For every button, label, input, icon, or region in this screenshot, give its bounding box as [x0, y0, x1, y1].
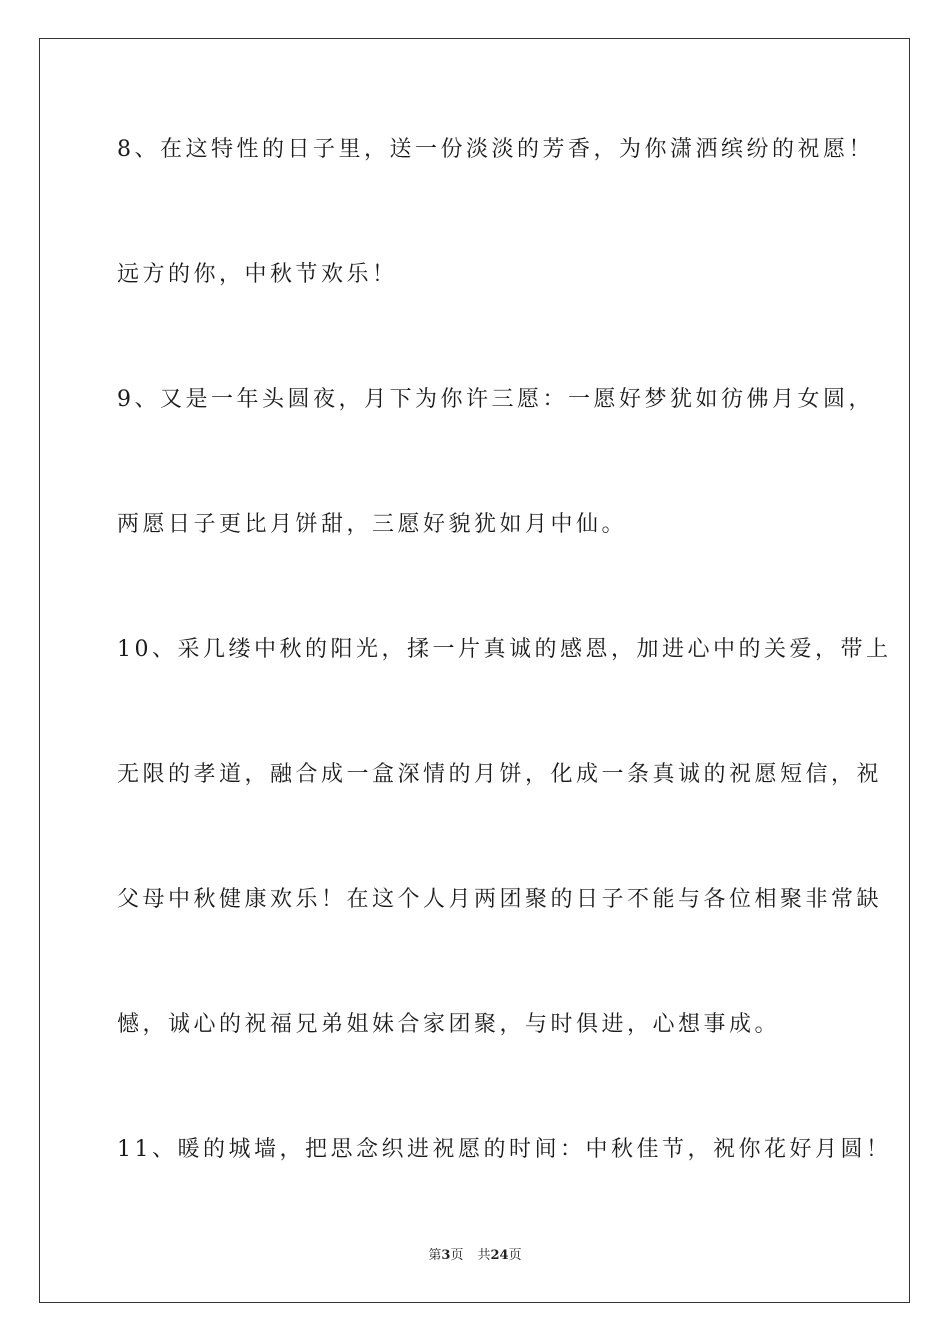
text-line-3: 9、又是一年头圆夜，月下为你许三愿：一愿好梦犹如彷佛月女圆， — [117, 387, 874, 412]
total-pages: 24 — [490, 1248, 509, 1263]
text-line-9: 11、暖的城墙，把思念织进祝愿的时间：中秋佳节，祝你花好月圆！ — [117, 1137, 892, 1162]
total-suffix: 页 — [508, 1248, 522, 1263]
text-line-1: 8、在这特性的日子里，送一份淡淡的芳香，为你潇洒缤纷的祝愿！ — [117, 137, 874, 162]
total-prefix: 共 — [477, 1248, 491, 1263]
page-suffix: 页 — [450, 1248, 464, 1263]
text-line-2: 远方的你，中秋节欢乐！ — [117, 262, 398, 287]
text-line-8: 憾，诚心的祝福兄弟姐妹合家团聚，与时俱进，心想事成。 — [117, 1012, 781, 1037]
page-border — [39, 38, 910, 1303]
text-line-4: 两愿日子更比月饼甜，三愿好貌犹如月中仙。 — [117, 512, 628, 537]
page-number: 3 — [441, 1248, 451, 1263]
text-line-6: 无限的孝道，融合成一盒深情的月饼，化成一条真诚的祝愿短信，祝 — [117, 762, 883, 787]
page-prefix: 第 — [428, 1248, 442, 1263]
text-line-5: 10、采几缕中秋的阳光，揉一片真诚的感恩，加进心中的关爱，带上 — [117, 637, 892, 662]
page-footer — [0, 1246, 950, 1266]
text-line-7: 父母中秋健康欢乐！在这个人月两团聚的日子不能与各位相聚非常缺 — [117, 887, 883, 912]
